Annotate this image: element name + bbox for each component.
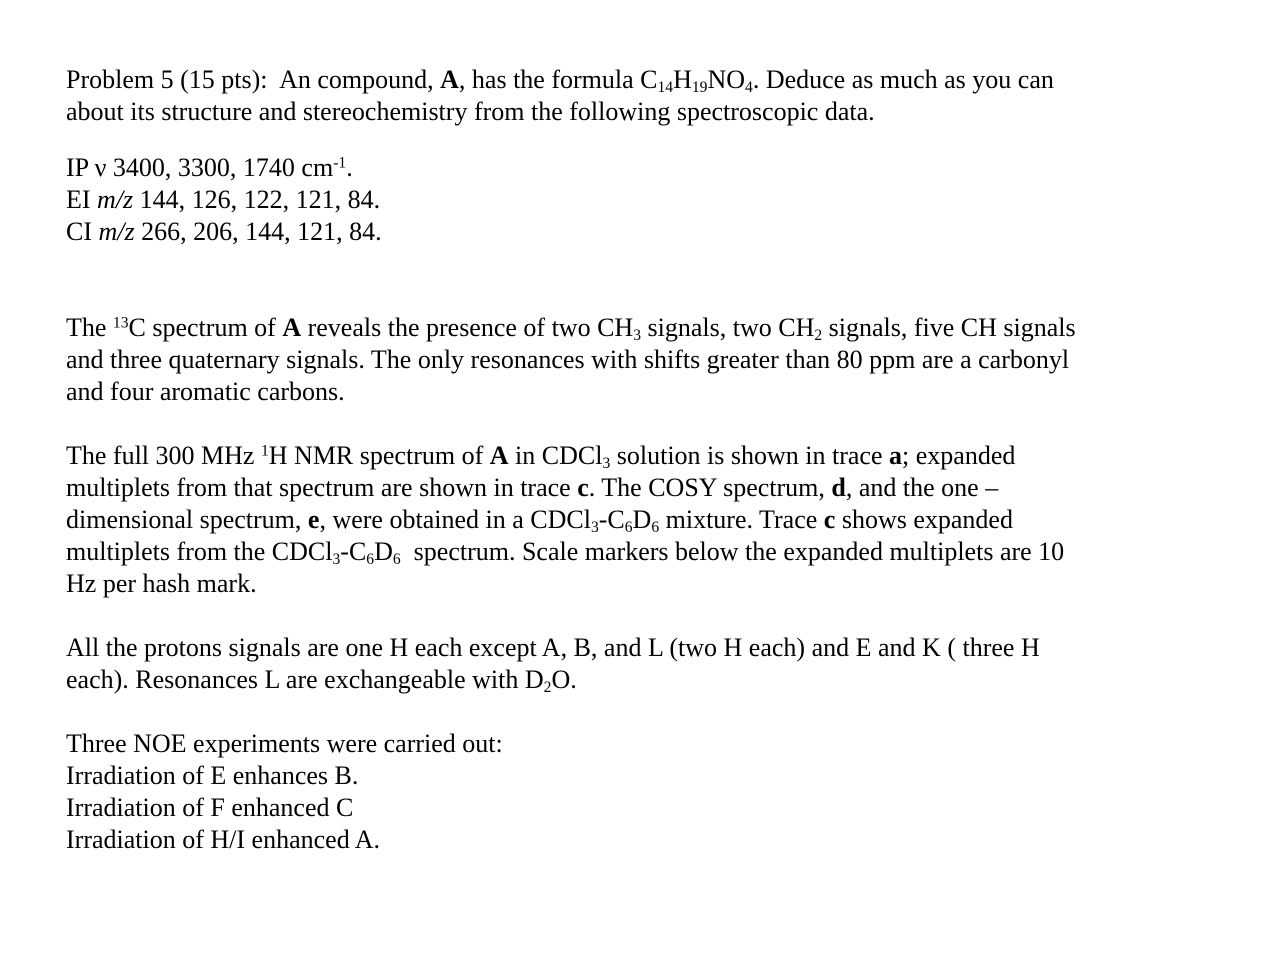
trace-c-label: c bbox=[577, 473, 589, 502]
c13-line-1: The $^{13}$C spectrum of A reveals the presence of two $CH_3$ signals, two $CH_2$ signals, five CH signals bbox=[66, 313, 1076, 344]
ci-data: CI m/z 266, 206, 144, 121, 84. bbox=[66, 217, 382, 246]
trace-d-label: d bbox=[831, 473, 846, 502]
c13-line-2: and three quaternary signals. The only resonances with shifts greater than 80 ppm are a carbonyl bbox=[66, 345, 1070, 374]
problem-line-1: Problem 5 (15 pts): An compound, A, has the formula $C_{14}H_{19}NO_4$. Deduce as much as you can bbox=[66, 65, 1054, 96]
ir-data: IP ν 3400, 3300, 1740 $cm^{-1}$. bbox=[66, 153, 353, 182]
trace-e-label: e bbox=[307, 505, 320, 534]
noe-paragraph bbox=[66, 728, 1216, 856]
h1-line-1: The full 300 MHz $^1$H NMR spectrum of A in CDCl$_3$ solution is shown in trace a; expanded bbox=[66, 441, 1016, 472]
trace-a-label: a bbox=[889, 441, 903, 470]
c13-line-3: and four aromatic carbons. bbox=[66, 377, 345, 406]
h1-line-3: dimensional spectrum, e, were obtained in a $CDCl_3-C_6D_6$ mixture. Trace c shows expanded bbox=[66, 505, 1013, 536]
h1-line-5: Hz per hash mark. bbox=[66, 569, 257, 598]
noe-item: Irradiation of E enhances B. bbox=[66, 761, 359, 790]
protons-line-1: All the protons signals are one H each except A, B, and L (two H each) and E and K ( three H bbox=[66, 633, 1040, 662]
noe-item: Irradiation of H/I enhanced A. bbox=[66, 825, 381, 854]
problem-heading: Problem 5 (15 pts): bbox=[66, 65, 268, 94]
problem-line-2: about its structure and stereochemistry from the following spectroscopic data. bbox=[66, 97, 875, 126]
protons-paragraph bbox=[66, 632, 1216, 696]
h1-line-4: multiplets from the $CDCl_3-C_6D_6$ spectrum. Scale markers below the expanded multiplets are 10 bbox=[66, 537, 1065, 568]
ei-data: EI m/z 144, 126, 122, 121, 84. bbox=[66, 185, 381, 214]
compound-label: A bbox=[440, 65, 459, 94]
problem-statement bbox=[66, 64, 1216, 128]
h1-paragraph bbox=[66, 440, 1216, 600]
h1-line-2: multiplets from that spectrum are shown in trace c. The COSY spectrum, d, and the one – bbox=[66, 473, 999, 502]
noe-intro: Three NOE experiments were carried out: bbox=[66, 729, 503, 758]
noe-item: Irradiation of F enhanced C bbox=[66, 793, 354, 822]
spectral-data bbox=[66, 152, 1216, 248]
protons-line-2: each). Resonances L are exchangeable with $D_2O$. bbox=[66, 665, 577, 696]
problem-page bbox=[66, 64, 1216, 856]
c13-paragraph bbox=[66, 312, 1216, 408]
